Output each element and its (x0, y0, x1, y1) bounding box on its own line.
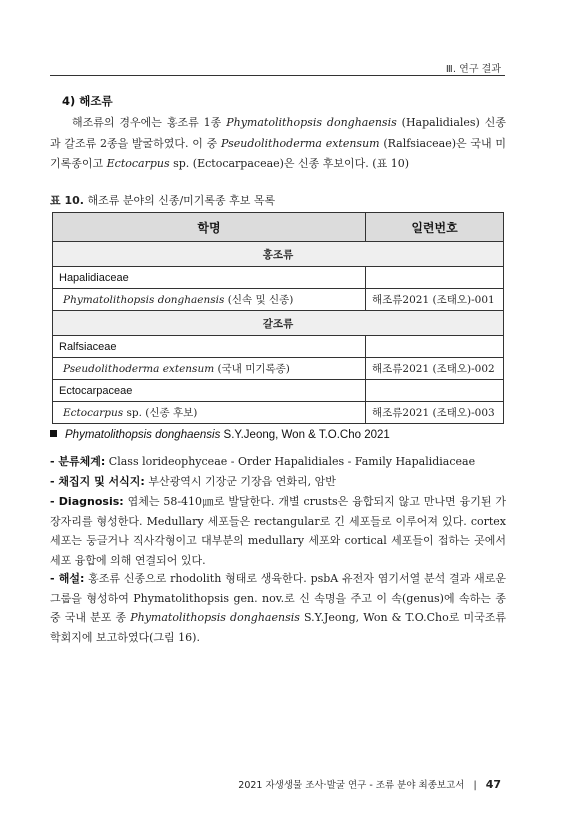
description-item (50, 569, 506, 647)
description-lead: - 해설: (50, 572, 85, 585)
species-title-sci: Phymatolithopsis donghaensis (65, 429, 221, 441)
text-run: S.Y.Jeong, Won & T.O.Cho로 미국조류학회지에 보고하였다(그림 16). (50, 611, 507, 644)
table-caption (50, 192, 275, 208)
table-group-row (53, 242, 504, 267)
group-name: 갈조류 (53, 311, 504, 336)
text-run: 해조류의 경우에는 홍조류 1종 (72, 116, 227, 129)
family-code-empty (366, 380, 504, 402)
description-item (50, 472, 506, 492)
text-run: (Ralfsiaceae)은 국내 미기록종이고 (50, 136, 507, 170)
description-item (50, 492, 506, 570)
text-run: 홍조류 신종으로 rhodolith 형태로 생육한다. psbA 유전자 염기서열 분석 결과 새로운 그룹을 형성하여 Phymatolithopsis gen. nov.로 신 속명을 주고 이 속(genus)에 속하는 종 중 국내 분포 종 (50, 572, 507, 624)
footer-separator: | (473, 780, 477, 791)
species-sci-name: Phymatolithopsis donghaensis (63, 294, 225, 306)
group-name: 홍조류 (53, 242, 504, 267)
page-number: 47 (485, 778, 501, 791)
table-caption-label: 표 10. (50, 194, 84, 207)
species-cell (53, 402, 366, 424)
table-family-row (53, 336, 504, 358)
italic-run: Phymatolithopsis donghaensis (226, 116, 397, 129)
text-run: 엽체는 58-410㎛로 발달한다. 개별 crusts은 융합되지 않고 만나면 융기된 가장자리를 형성한다. Medullary 세포들은 rectangular로 긴 세포들로 이루어져 있다. cortex 세포는 둥글거나 직사각형이고 대부분의 medullary 세포와 cortical 세포들이 접하는 곳에서 세포 융합에 의해 연결되어 있다. (50, 495, 506, 567)
page-footer (238, 777, 501, 791)
text-run: 부산광역시 기장군 기장읍 연화리, 암반 (144, 475, 336, 488)
family-name: Hapalidiaceae (53, 267, 366, 289)
bullet-square-icon (50, 430, 57, 437)
family-name: Ralfsiaceae (53, 336, 366, 358)
text-run: Class lorideophyceae - Order Hapalidiales - Family Hapalidiaceae (105, 455, 476, 468)
text-run: sp. (Ectocarpaceae)은 신종 후보이다. (표 10) (169, 157, 410, 170)
species-note: sp. (신종 후보) (123, 407, 198, 419)
intro-paragraph (50, 113, 506, 175)
italic-run: Ectocarpus (106, 157, 170, 170)
description-lead: - 채집지 및 서식지: (50, 475, 145, 488)
col-header-code: 일련번호 (366, 213, 504, 242)
species-note: (신속 및 신종) (224, 294, 294, 306)
species-table (52, 212, 504, 424)
section-heading: 4) 해조류 (62, 94, 113, 108)
species-title-authority: S.Y.Jeong, Won & T.O.Cho 2021 (220, 429, 390, 441)
table-species-row (53, 402, 504, 424)
description-lead: - 분류체계: (50, 455, 106, 468)
italic-run: Pseudolithoderma extensum (221, 136, 380, 150)
col-header-name: 학명 (53, 213, 366, 242)
species-sci-name: Ectocarpus (63, 407, 124, 419)
table-family-row (53, 267, 504, 289)
table-species-row (53, 289, 504, 311)
family-name: Ectocarpaceae (53, 380, 366, 402)
species-cell (53, 358, 366, 380)
description-item (50, 452, 506, 472)
species-cell (53, 289, 366, 311)
species-note: (국내 미기록종) (214, 363, 290, 375)
family-code-empty (366, 336, 504, 358)
text-run: (Hapalidiales) 신종과 갈조류 2종을 발굴하였다. 이 중 (50, 116, 507, 150)
species-code: 해조류2021 (조태오)-001 (366, 289, 504, 311)
chapter-header: Ⅲ. 연구 결과 (445, 64, 501, 75)
footer-text: 2021 자생생물 조사·발굴 연구 - 조류 분야 최종보고서 (238, 780, 465, 791)
description-lead: - Diagnosis: (50, 495, 124, 508)
species-code: 해조류2021 (조태오)-003 (366, 402, 504, 424)
species-entry-title (50, 429, 390, 441)
species-sci-name: Pseudolithoderma extensum (63, 363, 215, 375)
species-code: 해조류2021 (조태오)-002 (366, 358, 504, 380)
table-group-row (53, 311, 504, 336)
italic-run: Phymatolithopsis donghaensis (130, 611, 300, 624)
family-code-empty (366, 267, 504, 289)
table-species-row (53, 358, 504, 380)
table-caption-text: 해조류 분야의 신종/미기록종 후보 목록 (83, 194, 276, 207)
table-header-row (53, 213, 504, 242)
table-family-row (53, 380, 504, 402)
header-rule (50, 75, 505, 76)
